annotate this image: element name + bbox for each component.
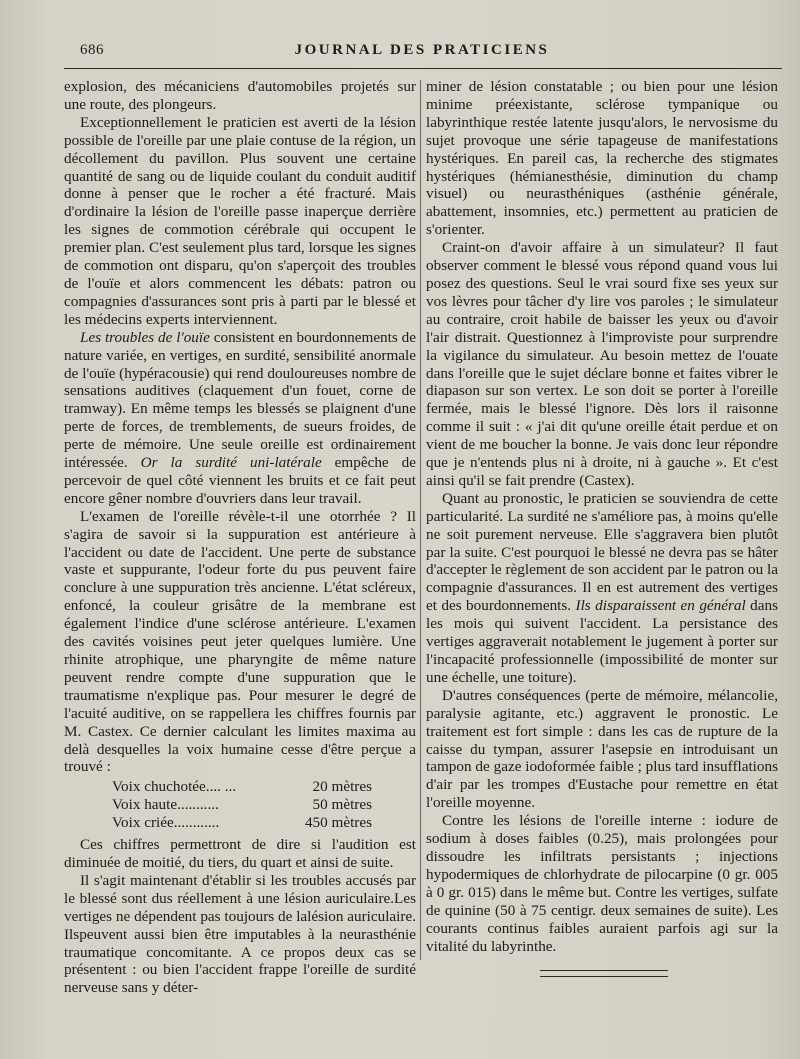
paragraph: D'autres conséquences (perte de mémoire, mélancolie, paralysie agitante, etc.) aggravent le pronostic. Le traitement est fort simple : dans les cas de rupture de la caisse du tympan, assurer l'asepsie en introduisant un tampon de gaze iodoformée faible ; plus tard insufflations d'air par les trompes d'Eustache pour remettre en état l'oreille moyenne. (426, 686, 778, 812)
paragraph: L'examen de l'oreille révèle-t-il une otorrhée ? Il s'agira de savoir si la suppuration est antérieure à l'accident ou date de l'accident. Une perte de substance vaste et suppurante, l'odeur forte du pus peuvent faire conclure à une suppuration très ancienne. L'état scléreux, enfoncé, la couleur grisâtre de la membrane est également l'indice d'une sclérose antérieure. L'examen des cavités voisines peut jeter quelques lumière. Une rhinite atrophique, une pharyngite de même nature peuvent rendre compte d'une suppuration que le traumatisme n'explique pas. Pour mesurer le degré de l'acuité auditive, on se rappellera les chiffres fournis par M. Castex. Ce dernier calculant les limites maxima au delà desquelles la voix humaine cesse d'être perçue a trouvé : (64, 507, 416, 776)
hearing-row (112, 814, 372, 832)
end-of-article-rule (540, 970, 668, 977)
hearing-row (112, 796, 372, 814)
emphasis-text: Ils disparaissent en général (575, 597, 746, 615)
hearing-label: Voix chuchotée.... ... (112, 778, 237, 796)
paragraph (64, 329, 416, 508)
left-column (64, 78, 416, 997)
page-header (62, 38, 782, 64)
paragraph-text: consistent en bourdonnements de nature variée, en vertiges, en surdité, sensibilité anormale de l'ouïe (hypéracousie) qui rend douloureuses nombre de sensations auditives (claquement d'un fouet, corne de tramway). En même temps les blessés se plaignent d'une perte de forces, de tremblements, de sueurs froides, de perte de mémoire. Une seule oreille est ordinairement intéressée. (64, 328, 416, 472)
hearing-value: 20 mètres (312, 778, 372, 796)
paragraph: Craint-on d'avoir affaire à un simulateur? Il faut observer comment le blessé vous répond quand vous lui posez des questions. Seul le vrai sourd fixe ses yeux sur vos lèvres pour tâcher d'y lire vos paroles ; le simulateur au contraire, croit habile de baisser les yeux ou d'avoir l'air distrait. Questionnez à l'improviste pour surprendre la vigilance du simulateur. Au besoin mettez de l'ouate dans l'oreille que le sujet déclare bonne et faites vibrer le diapason sur son vertex. Le son doit se porter à l'oreille fermée, mais le blessé l'ignore. Dès lors il raisonne comme il suit : « j'ai dit qu'une oreille était perdue et on vient de me boucher la bonne. Je vais donc leur répondre que je n'entends plus ni à droite, ni à gauche ». Et c'est ainsi qu'il se fait prendre (Castex). (426, 239, 778, 489)
journal-title: JOURNAL DES PRATICIENS (294, 42, 550, 58)
emphasis-text: Or la surdité uni-latérale (140, 454, 322, 472)
hearing-distance-table (112, 778, 372, 832)
hearing-label: Voix criée............ (112, 814, 220, 832)
page-number: 686 (80, 42, 104, 58)
paragraph-text: dans les mois qui suivent l'accident. La persistance des vertiges aggraverait notablement le jugement à porter sur l'incapacité professionnelle (impossibilité de monter sur une échelle, une toiture). (426, 597, 778, 686)
paragraph: explosion, des mécaniciens d'automobiles projetés sur une route, des plongeurs. (64, 78, 416, 113)
paragraph: miner de lésion constatable ; ou bien pour une lésion minime préexistante, sclérose tympanique ou labyrinthique restée latente jusqu'alors, le nervosisme du sujet provoque une série tapageuse de manifestations hystériques. En pareil cas, la recherche des stigmates hystériques (hémianesthésie, diminution du champ visuel) ou neurasthéniques (asthénie générale, abattement, insomnies, etc.) permettent au praticien de s'orienter. (426, 78, 778, 239)
paragraph: Contre les lésions de l'oreille interne : iodure de sodium à doses faibles (0.25), mais prolongées pour dissoudre les infiltrats persistants ; injections hypodermiques de chlorhydrate de pilocarpine (0 gr. 005 à 0 gr. 015) dans le même but. Contre les vertiges, sulfate de quinine (50 à 75 centigr. deux semaines de suite). Les courants continus faibles auraient parfois agi sur la vitalité du labyrinthe. (426, 812, 778, 955)
paragraph-text: empêche de percevoir de quel côté viennent les bruits et ce fait peut encore gêner nombre d'ouvriers dans leur travail. (64, 454, 416, 507)
hearing-value: 50 mètres (312, 796, 372, 814)
hearing-value: 450 mètres (304, 814, 372, 832)
paragraph-text: Quant au pronostic, le praticien se souviendra de cette particularité. La surdité ne s'améliore pas, à moins qu'elle ne soit purement nerveuse. Elle s'aggravera bien plutôt par la suite. C'est pourquoi le blessé ne devra pas se hâter d'accepter le règlement de son accident par le patron ou la compagnie d'assurances. Il en est autrement des vertiges et des bourdonnements. (426, 489, 778, 615)
hearing-label: Voix haute........... (112, 796, 219, 814)
paragraph: Exceptionnellement le praticien est averti de la lésion possible de l'oreille par une plaie contuse de la région, un décollement du pavillon. Plus souvent une certaine quantité de sang ou de liquide coulant du conduit auditif donne à penser que le rocher a été fracturé. Mais d'ordinaire la lésion de l'oreille passe inaperçue derrière les signes de commotion cérébrale qui occupent le premier plan. C'est seulement plus tard, lorsque les signes de commotion ont disparu, qu'on s'aperçoit des troubles de l'ouïe et alors commencent les débats: patron ou compagnies d'assurances sont pris à parti par le blessé et les médecins experts interviennent. (64, 113, 416, 328)
column-divider (420, 80, 421, 960)
paragraph (426, 490, 778, 687)
header-rule (64, 68, 782, 69)
paragraph: Il s'agit maintenant d'établir si les troubles accusés par le blessé sont dus réellement à une lésion auriculaire.Les vertiges ne dépendent pas toujours de lalésion auriculaire. Ilspeuvent aussi bien être imputables à la neurasthénie traumatique concomitante. A ce propos deux cas se présentent : ou bien l'accident frappe l'oreille de surdité nerveuse sans y déter- (64, 871, 416, 997)
right-column (426, 78, 778, 955)
emphasis-text: Les troubles de l'ouïe (80, 328, 210, 346)
hearing-row (112, 778, 372, 796)
paragraph: Ces chiffres permettront de dire si l'audition est diminuée de moitié, du tiers, du quart et ainsi de suite. (64, 836, 416, 871)
